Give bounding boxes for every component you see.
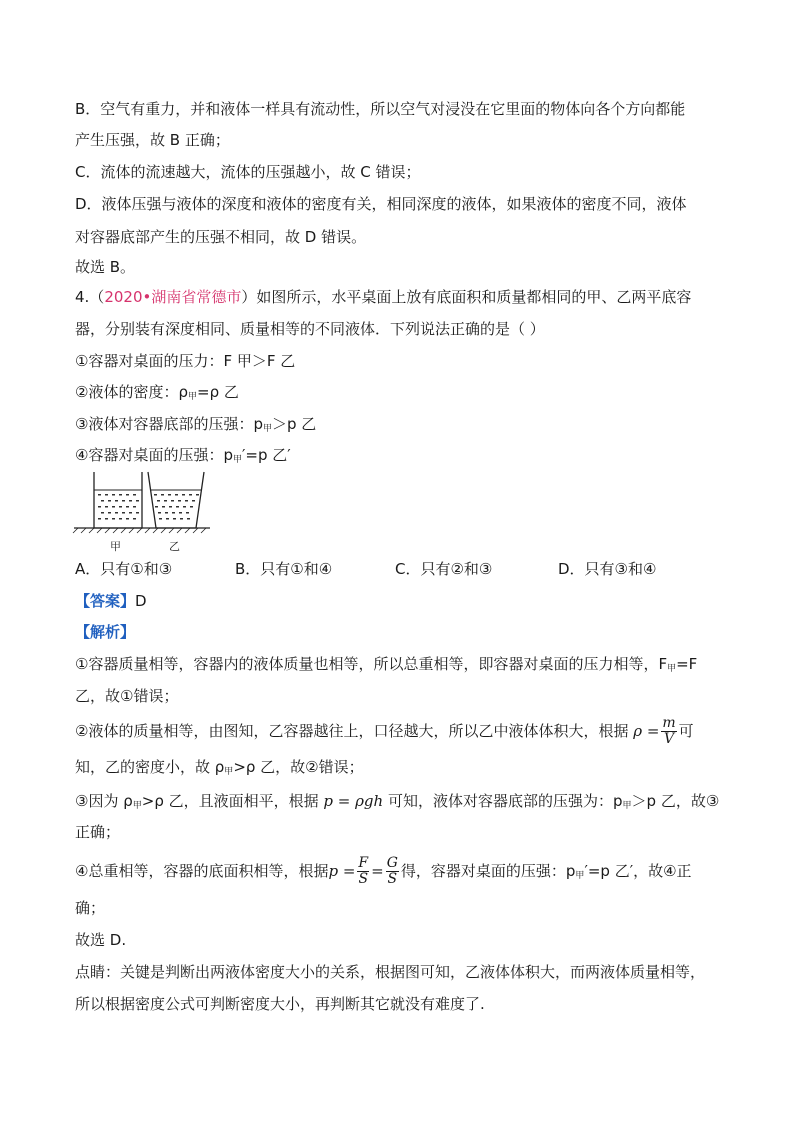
explain-1-line2: 乙，故①错误； <box>75 687 179 705</box>
explain-3-text4: ＞p 乙，故③ <box>631 792 720 810</box>
explain-3-text3: 可知，液体对容器底部的压强为：p <box>387 792 623 810</box>
statement-3-pre: ③液体对容器底部的压强：p <box>75 415 263 433</box>
sub-jia: 甲 <box>132 801 142 811</box>
explain-2-text3: >ρ 乙，故②错误； <box>233 758 364 776</box>
question-stem-line1 <box>75 286 691 308</box>
explain-3-text2: >ρ 乙，且液面相平，根据 <box>141 792 319 810</box>
analysis-b-line1: B．空气有重力，并和液体一样具有流动性，所以空气对浸没在它里面的物体向各个方向都能 <box>75 100 686 118</box>
explain-4-line1 <box>75 854 692 893</box>
container-yi <box>148 472 204 528</box>
option-c: C．只有②和③ <box>395 560 493 578</box>
statement-3 <box>75 413 316 440</box>
explain-2-text2: 知，乙的密度小，故 ρ <box>75 758 225 776</box>
explain-1-text: ①容器质量相等，容器内的液体质量也相等，所以总重相等，即容器对桌面的压力相等，F <box>75 655 668 673</box>
analysis-c-line: C．流体的流速越大，流体的压强越小，故 C 错误； <box>75 163 421 181</box>
label-jia: 甲 <box>110 540 121 553</box>
option-b: B．只有①和④ <box>235 560 333 578</box>
answer-line <box>75 590 147 612</box>
explain-tag <box>75 621 135 643</box>
rho-equals: ρ = <box>633 722 660 740</box>
question-source-close: ） <box>241 288 257 306</box>
explain-1-line1 <box>75 653 697 680</box>
answer-tag: 【答案】 <box>75 592 136 610</box>
frac-m: m <box>662 715 676 731</box>
sub-jia: 甲 <box>667 664 677 674</box>
choose-d: 故选 D. <box>75 931 127 949</box>
explain-4-text2: 得，容器对桌面的压强：p <box>400 862 576 880</box>
statement-1: ①容器对桌面的压力：F 甲＞F 乙 <box>75 352 296 370</box>
frac-s: S <box>358 871 369 887</box>
choose-b: 故选 B。 <box>75 258 136 276</box>
explain-4-line2: 确； <box>75 899 106 917</box>
frac-v: V <box>663 731 675 747</box>
p-equals: p = <box>328 862 356 880</box>
sub-jia: 甲 <box>575 871 585 881</box>
analysis-b-line2: 产生压强，故 B 正确； <box>75 131 230 149</box>
formula-p-rho-g-h: p = ρgh <box>323 792 384 810</box>
explain-3-text: ③因为 ρ <box>75 792 133 810</box>
statement-2-pre: ②液体的密度：ρ <box>75 383 188 401</box>
explain-2-line2 <box>75 756 364 783</box>
fraction-f-over-s <box>357 856 369 887</box>
analysis-d-line1: D．液体压强与液体的深度和液体的密度有关，相同深度的液体，如果液体的密度不同，液体 <box>75 195 687 213</box>
frac-g: G <box>386 855 398 871</box>
sub-jia: 甲 <box>232 455 242 465</box>
frac-s2: S <box>387 871 398 887</box>
sub-jia: 甲 <box>187 392 197 402</box>
question-source: 2020•湖南省常德市 <box>104 288 242 306</box>
comment-line2: 所以根据密度公式可判断密度大小，再判断其它就没有难度了. <box>75 995 485 1013</box>
frac-f: F <box>358 855 369 871</box>
explain-3-line1 <box>75 790 719 817</box>
explain-tag-text: 【解析】 <box>75 623 136 641</box>
explain-4-text: ④总重相等，容器的底面积相等，根据 <box>75 862 329 880</box>
options-row <box>75 558 725 580</box>
explain-2-line1 <box>75 714 694 748</box>
question-stem-line2: 器，分别装有深度相同、质量相等的不同液体．下列说法正确的是（ ） <box>75 320 545 338</box>
containers-figure <box>72 470 212 560</box>
equals-sign: = <box>371 862 384 880</box>
option-a: A．只有①和③ <box>75 560 173 578</box>
explain-4-text3: ′=p 乙′，故④正 <box>584 862 692 880</box>
sub-jia: 甲 <box>224 767 234 777</box>
liquid-jia <box>98 494 139 520</box>
explain-2-text: ②液体的质量相等，由图知，乙容器越往上，口径越大，所以乙中液体体积大，根据 <box>75 722 629 740</box>
sub-jia: 甲 <box>622 801 632 811</box>
liquid-yi <box>154 494 199 520</box>
label-yi: 乙 <box>169 540 180 553</box>
table-hatching <box>73 528 206 533</box>
statement-4-pre: ④容器对桌面的压强：p <box>75 446 233 464</box>
explain-2-ke: 可 <box>678 722 694 740</box>
option-d: D．只有③和④ <box>558 560 657 578</box>
explain-3-line2: 正确； <box>75 823 121 841</box>
statement-3-rest: ＞p 乙 <box>272 415 317 433</box>
fraction-m-over-v <box>661 716 676 747</box>
fraction-g-over-s <box>386 856 399 887</box>
question-number: 4.（ <box>75 288 105 306</box>
statement-4 <box>75 444 291 471</box>
statement-4-rest: ′=p 乙′ <box>242 446 291 464</box>
explain-1-eq: =F <box>676 655 698 673</box>
comment-line1: 点睛：关键是判断出两液体密度大小的关系，根据图可知，乙液体体积大，而两液体质量相等， <box>75 963 706 981</box>
answer-value: D <box>135 592 147 610</box>
statement-2-rest: =ρ 乙 <box>197 383 239 401</box>
statement-2 <box>75 381 239 408</box>
analysis-d-line2: 对容器底部产生的压强不相同，故 D 错误。 <box>75 228 367 246</box>
question-stem-text1: 如图所示，水平桌面上放有底面积和质量都相同的甲、乙两平底容 <box>256 288 692 306</box>
sub-jia: 甲 <box>262 424 272 434</box>
